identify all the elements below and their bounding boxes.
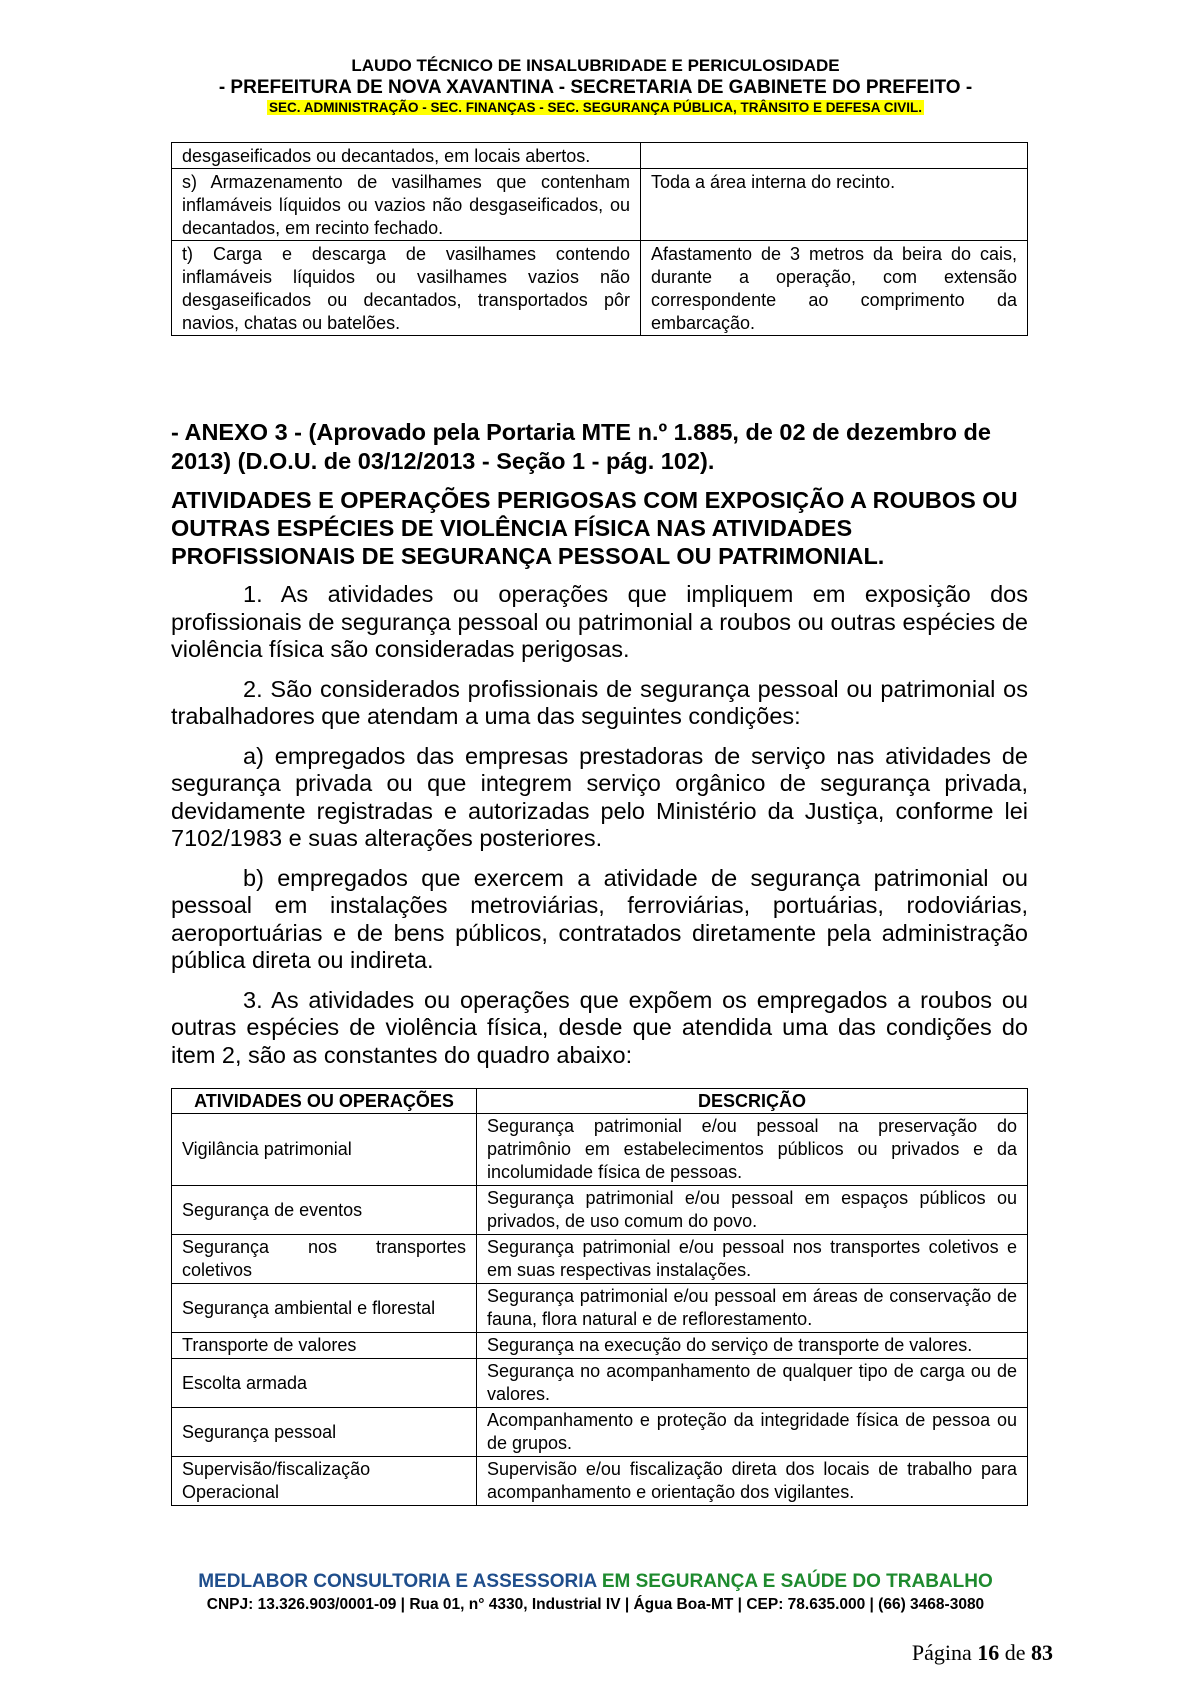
activity-cell: t) Carga e descarga de vasilhames contendo inflamáveis líquidos ou vasilhames vazios não desgaseificados ou decantados, transportados pôr navios, chatas ou batelões.: [172, 241, 641, 336]
area-cell: Toda a área interna do recinto.: [641, 169, 1028, 241]
column-header-description: DESCRIÇÃO: [477, 1089, 1028, 1114]
table-row: [172, 1284, 1028, 1333]
activity-cell: Transporte de valores: [172, 1333, 477, 1359]
annex-heading: - ANEXO 3 - (Aprovado pela Portaria MTE n.º 1.885, de 02 de dezembro de 2013) (D.O.U. de 03/12/2013 - Seção 1 - pág. 102).: [171, 419, 991, 474]
table-row: [172, 1333, 1028, 1359]
description-cell: Segurança patrimonial e/ou pessoal em espaços públicos ou privados, de uso comum do povo.: [477, 1186, 1028, 1235]
paragraph: a) empregados das empresas prestadoras de serviço nas atividades de segurança privada ou que integrem serviço orgânico de segurança privada, devidamente registradas e autorizadas pelo Ministério da Justiça, conforme lei 7102/1983 e suas alterações posteriores.: [171, 742, 1028, 851]
table-row: [172, 1186, 1028, 1235]
section-title: ATIVIDADES E OPERAÇÕES PERIGOSAS COM EXPOSIÇÃO A ROUBOS OU OUTRAS ESPÉCIES DE VIOLÊNCIA FÍSICA NAS ATIVIDADES PROFISSIONAIS DE SEGURANÇA PESSOAL OU PATRIMONIAL.: [171, 487, 1018, 569]
table-row: [172, 1114, 1028, 1186]
footer-company-name: MEDLABOR CONSULTORIA E ASSESSORIA: [198, 1571, 597, 1592]
body-text: [171, 581, 1028, 1081]
document-footer: [0, 1570, 1191, 1616]
header-secretariats: SEC. ADMINISTRAÇÃO - SEC. FINANÇAS - SEC. SEGURANÇA PÚBLICA, TRÂNSITO E DEFESA CIVIL.: [268, 100, 923, 115]
description-cell: Segurança na execução do serviço de transporte de valores.: [477, 1333, 1028, 1359]
table-row: [172, 143, 1028, 169]
paragraph: 1. As atividades ou operações que impliquem em exposição dos profissionais de segurança pessoal ou patrimonial a roubos ou outras espécies de violência física são consideradas perigosas.: [171, 581, 1028, 662]
header-title: LAUDO TÉCNICO DE INSALUBRIDADE E PERICULOSIDADE: [351, 56, 840, 75]
activity-cell: Segurança pessoal: [172, 1408, 477, 1457]
hazard-area-table: [171, 142, 1028, 336]
column-header-activities: ATIVIDADES OU OPERAÇÕES: [172, 1089, 477, 1114]
document-header: [0, 56, 1191, 116]
activity-cell: Escolta armada: [172, 1359, 477, 1408]
activity-cell: Segurança de eventos: [172, 1186, 477, 1235]
activity-cell: Segurança ambiental e florestal: [172, 1284, 477, 1333]
table-row: [172, 169, 1028, 241]
description-cell: Acompanhamento e proteção da integridade física de pessoa ou de grupos.: [477, 1408, 1028, 1457]
page-number: [912, 1640, 1053, 1666]
description-cell: Segurança patrimonial e/ou pessoal na preservação do patrimônio em estabelecimentos públicos ou privados e da incolumidade física de pessoas.: [477, 1114, 1028, 1186]
footer-contact: CNPJ: 13.326.903/0001-09 | Rua 01, n° 4330, Industrial IV | Água Boa-MT | CEP: 78.635.000 | (66) 3468-3080: [206, 1596, 985, 1613]
table-row: [172, 241, 1028, 336]
header-subtitle: - PREFEITURA DE NOVA XAVANTINA - SECRETARIA DE GABINETE DO PREFEITO -: [218, 77, 973, 98]
table-row: [172, 1359, 1028, 1408]
activity-cell: desgaseificados ou decantados, em locais abertos.: [172, 143, 641, 169]
page-current: 16: [977, 1640, 1000, 1665]
paragraph: 3. As atividades ou operações que expõem os empregados a roubos ou outras espécies de violência física, desde que atendida uma das condições do item 2, são as constantes do quadro abaixo:: [171, 986, 1028, 1068]
footer-company-specialty: EM SEGURANÇA E SAÚDE DO TRABALHO: [601, 1571, 993, 1592]
description-cell: Segurança no acompanhamento de qualquer tipo de carga ou de valores.: [477, 1359, 1028, 1408]
description-cell: Segurança patrimonial e/ou pessoal nos transportes coletivos e em suas respectivas instalações.: [477, 1235, 1028, 1284]
table-row: [172, 1457, 1028, 1506]
table-header-row: [172, 1089, 1028, 1114]
activity-cell: Segurança nos transportes coletivos: [172, 1235, 477, 1284]
table-row: [172, 1408, 1028, 1457]
paragraph: 2. São considerados profissionais de segurança pessoal ou patrimonial os trabalhadores que atendam a uma das seguintes condições:: [171, 675, 1028, 729]
paragraph: b) empregados que exercem a atividade de segurança patrimonial ou pessoal em instalações metroviárias, ferroviárias, portuárias, rodoviárias, aeroportuárias e de bens públicos, contratados diretamente pela administração pública direta ou indireta.: [171, 864, 1028, 973]
activity-cell: Vigilância patrimonial: [172, 1114, 477, 1186]
area-cell: [641, 143, 1028, 169]
description-cell: Supervisão e/ou fiscalização direta dos locais de trabalho para acompanhamento e orientação dos vigilantes.: [477, 1457, 1028, 1506]
activities-table: [171, 1088, 1028, 1506]
page-of: de: [1004, 1640, 1026, 1665]
description-cell: Segurança patrimonial e/ou pessoal em áreas de conservação de fauna, flora natural e de reflorestamento.: [477, 1284, 1028, 1333]
area-cell: Afastamento de 3 metros da beira do cais, durante a operação, com extensão correspondente ao comprimento da embarcação.: [641, 241, 1028, 336]
page-total: 83: [1031, 1640, 1053, 1665]
activity-cell: s) Armazenamento de vasilhames que contenham inflamáveis líquidos ou vazios não desgaseificados, ou decantados, em recinto fechado.: [172, 169, 641, 241]
activity-cell: Supervisão/fiscalização Operacional: [172, 1457, 477, 1506]
table-row: [172, 1235, 1028, 1284]
page-label: Página: [911, 1640, 972, 1665]
